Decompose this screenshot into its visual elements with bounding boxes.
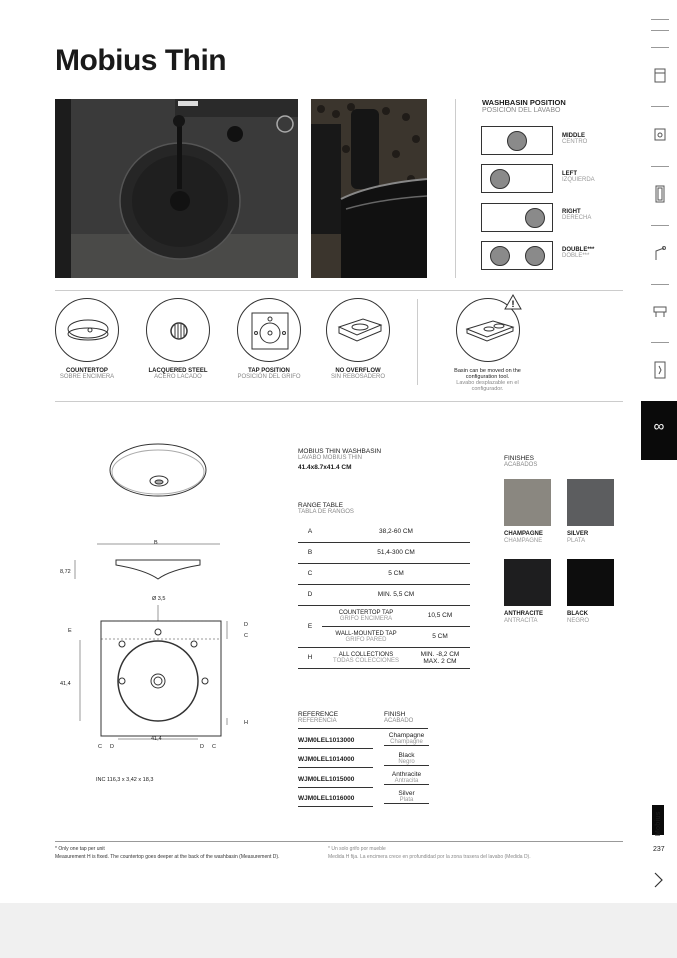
footnote: Measurement H is fixed. The countertop goes deeper at the back of the washbasin (Measurement D). xyxy=(55,854,280,860)
divider xyxy=(455,99,456,278)
position-double xyxy=(481,241,553,270)
dim-label: E xyxy=(68,628,72,634)
position-label: DOUBLE*** xyxy=(562,247,595,253)
position-label: MIDDLE xyxy=(562,133,585,139)
product-name-sub: LAVABO MOBIUS THIN xyxy=(298,455,363,461)
divider xyxy=(55,290,623,291)
position-sub: CENTRO xyxy=(562,139,588,145)
position-middle xyxy=(481,126,553,155)
finish-name-sub: Negro xyxy=(398,759,415,765)
bench-icon[interactable] xyxy=(652,302,668,320)
range-value: 5 CM xyxy=(322,563,470,584)
position-sub: DERECHA xyxy=(562,215,592,221)
reference-finish xyxy=(384,790,429,804)
page-number: 237 xyxy=(653,846,665,853)
tap-position-icon xyxy=(237,298,301,362)
range-key: A xyxy=(298,521,322,542)
range-value: MAX. 2 CM xyxy=(423,657,457,665)
finishes-header xyxy=(504,455,537,468)
range-value: 10,5 CM xyxy=(410,605,470,626)
divider xyxy=(298,806,373,807)
feature-label: TAP POSITION xyxy=(248,368,290,374)
nav-line xyxy=(651,47,669,48)
feature-label: NO OVERFLOW xyxy=(335,368,381,374)
range-value: MIN. -8,2 CM xyxy=(420,650,460,658)
range-subtitle: TABLA DE RANGOS xyxy=(298,509,354,515)
dim-label: C xyxy=(244,633,248,639)
table-row xyxy=(298,626,470,647)
finish-sub: NEGRO xyxy=(567,618,590,624)
section-subtitle: POSICIÓN DEL LAVABO xyxy=(482,107,561,114)
feature-configurator xyxy=(440,298,535,392)
feature-tap-position xyxy=(224,298,314,380)
finishes-subtitle: ACABADOS xyxy=(504,462,538,468)
nav-line xyxy=(651,166,669,167)
dim-label: 41,4 xyxy=(60,681,71,687)
product-info xyxy=(298,448,381,471)
divider xyxy=(55,401,623,402)
reference-title: REFERENCE xyxy=(298,711,339,718)
range-e-label-text: COUNTERTOP TAP xyxy=(338,609,394,616)
position-sub: IZQUIERDA xyxy=(562,177,595,183)
steel-icon xyxy=(146,298,210,362)
nav-line xyxy=(651,30,669,31)
range-value: 51,4-300 CM xyxy=(322,542,470,563)
range-title: RANGE TABLE xyxy=(298,502,343,509)
reference-finish xyxy=(384,752,429,766)
range-key: C xyxy=(298,563,322,584)
nav-active-tab[interactable] xyxy=(641,401,677,460)
range-key: D xyxy=(298,584,322,605)
finish-sub: CHAMPAGNE xyxy=(504,538,543,544)
svg-text:!: ! xyxy=(511,299,515,309)
cabinet-icon[interactable] xyxy=(652,66,668,84)
finish-sub: PLATA xyxy=(567,538,586,544)
divider xyxy=(417,299,418,385)
dim-label: C xyxy=(212,744,216,750)
position-left xyxy=(481,164,553,193)
finish-subtitle: ACABADO xyxy=(384,718,414,724)
table-row xyxy=(298,542,470,563)
chevron-right-icon[interactable] xyxy=(652,871,664,889)
range-h-label-text: ALL COLLECTIONS xyxy=(338,651,394,658)
page-bottom-band xyxy=(0,903,677,958)
product-dims: 41.4x8.7x41.4 CM xyxy=(298,464,352,471)
range-e-sub: GRIFO ENCIMERA xyxy=(339,615,393,622)
no-overflow-icon xyxy=(326,298,390,362)
finish-name: Silver xyxy=(398,790,415,797)
finish-label: ANTHRACITE xyxy=(504,611,543,617)
range-table-header xyxy=(298,502,354,515)
finish-sub: ANTRACITA xyxy=(504,618,538,624)
finish-name: Champagne xyxy=(388,732,425,739)
range-h-label xyxy=(322,647,410,668)
page-title: Mobius Thin xyxy=(55,44,227,77)
warning-icon xyxy=(504,294,522,310)
footnote: * Un solo grifo por mueble xyxy=(328,846,386,852)
config-note: configuration tool. xyxy=(465,374,510,380)
reference-code: WJM0LEL1015000 xyxy=(298,776,355,783)
range-e-label-text: WALL-MOUNTED TAP xyxy=(335,630,397,637)
finish-swatch-anthracite xyxy=(504,559,551,606)
config-note-sub: Lavabo desplazable en el configurador. xyxy=(456,380,519,392)
position-label: LEFT xyxy=(562,171,577,177)
infinity-icon: ∞ xyxy=(653,418,665,435)
range-value: 5 CM xyxy=(410,626,470,647)
finish-label: CHAMPAGNE xyxy=(504,531,543,537)
feature-sub: ACERO LACADO xyxy=(154,374,202,380)
finish-name: Black xyxy=(398,752,415,759)
table-row xyxy=(298,584,470,605)
finish-name: Anthracite xyxy=(391,771,422,778)
range-e-label xyxy=(322,626,410,647)
divider xyxy=(298,728,428,729)
dim-label: D xyxy=(110,744,114,750)
footnote: * Only one tap per unit xyxy=(55,846,105,852)
position-right xyxy=(481,203,553,232)
dim-label: B xyxy=(154,540,158,546)
finish-swatch-black xyxy=(567,559,614,606)
nav-line xyxy=(651,284,669,285)
reference-finish xyxy=(384,771,429,785)
finish-label: BLACK xyxy=(567,611,588,617)
divider xyxy=(298,767,373,768)
dim-label: H xyxy=(244,720,248,726)
finish-name-sub: Plata xyxy=(399,797,414,803)
reference-subtitle: REFERENCIA xyxy=(298,718,337,724)
reference-code: WJM0LEL1013000 xyxy=(298,737,355,744)
dim-label: C xyxy=(98,744,102,750)
reference-header xyxy=(298,711,338,724)
divider xyxy=(298,787,373,788)
table-row xyxy=(298,647,470,668)
feature-sub: POSICIÓN DEL GRIFO xyxy=(237,374,301,380)
nav-line xyxy=(651,19,669,20)
section-label: Mobius xyxy=(655,811,662,836)
dim-label: Ø 3,5 xyxy=(152,596,166,602)
product-name: MOBIUS THIN WASHBASIN xyxy=(298,448,382,455)
feature-sub: SIN REBOSADERO xyxy=(330,374,385,380)
countertop-icon xyxy=(55,298,119,362)
range-key: E xyxy=(298,605,322,647)
reference-code: WJM0LEL1016000 xyxy=(298,795,355,802)
dim-label: D xyxy=(244,622,248,628)
reference-code: WJM0LEL1014000 xyxy=(298,756,355,763)
mirror-icon[interactable] xyxy=(652,185,668,203)
feature-no-overflow xyxy=(313,298,403,380)
finish-swatch-silver xyxy=(567,479,614,526)
range-key: B xyxy=(298,542,322,563)
range-value: 38,2-60 CM xyxy=(322,521,470,542)
dim-label: 8,72 xyxy=(60,569,71,575)
finish-name-sub: Champagne xyxy=(390,739,423,745)
finish-name-sub: Antracita xyxy=(394,778,419,784)
range-table xyxy=(298,521,470,669)
range-e-label xyxy=(322,605,410,626)
finish-swatch-champagne xyxy=(504,479,551,526)
divider xyxy=(55,841,623,842)
dim-label: D xyxy=(200,744,204,750)
range-h-values xyxy=(410,647,470,668)
drawing-note: INC 116,3 x 3,42 x 18,3 xyxy=(96,777,154,783)
range-key: H xyxy=(298,647,322,668)
product-photo-top xyxy=(55,99,298,278)
nav-line xyxy=(651,342,669,343)
accessory-icon[interactable] xyxy=(652,361,668,379)
feature-label: COUNTERTOP xyxy=(66,368,108,374)
finishes-title: FINISHES xyxy=(504,455,534,462)
table-row xyxy=(298,563,470,584)
tap-icon[interactable] xyxy=(652,244,668,262)
finish-header xyxy=(384,711,413,724)
feature-label: LACQUERED STEEL xyxy=(148,368,208,374)
footnote: Medida H fija. La encimera crece en profundidad por la zona trasera del lavabo (Medida D). xyxy=(328,854,531,860)
feature-sub: SOBRE ENCIMERA xyxy=(59,374,115,380)
feature-lacquered-steel xyxy=(133,298,223,380)
feature-countertop xyxy=(42,298,132,380)
position-sub: DOBLE*** xyxy=(562,253,590,259)
divider xyxy=(298,748,373,749)
washbasin-icon[interactable] xyxy=(652,126,668,144)
product-photo-detail xyxy=(311,99,427,278)
finish-title: FINISH xyxy=(384,711,406,718)
dim-label: 41,4 xyxy=(151,736,162,742)
config-note: Basin can be moved on the xyxy=(454,368,521,374)
washbasin-position-section xyxy=(482,98,566,114)
nav-line xyxy=(651,225,669,226)
nav-line xyxy=(651,106,669,107)
range-value: MIN. 5,5 CM xyxy=(322,584,470,605)
range-h-sub: TODAS COLECCIONES xyxy=(333,657,399,664)
table-row xyxy=(298,521,470,542)
section-title: WASHBASIN POSITION xyxy=(482,98,566,107)
position-label: RIGHT xyxy=(562,209,581,215)
finish-label: SILVER xyxy=(567,531,589,537)
table-row xyxy=(298,605,470,626)
range-e-sub: GRIFO PARED xyxy=(345,636,387,643)
reference-finish xyxy=(384,732,429,746)
